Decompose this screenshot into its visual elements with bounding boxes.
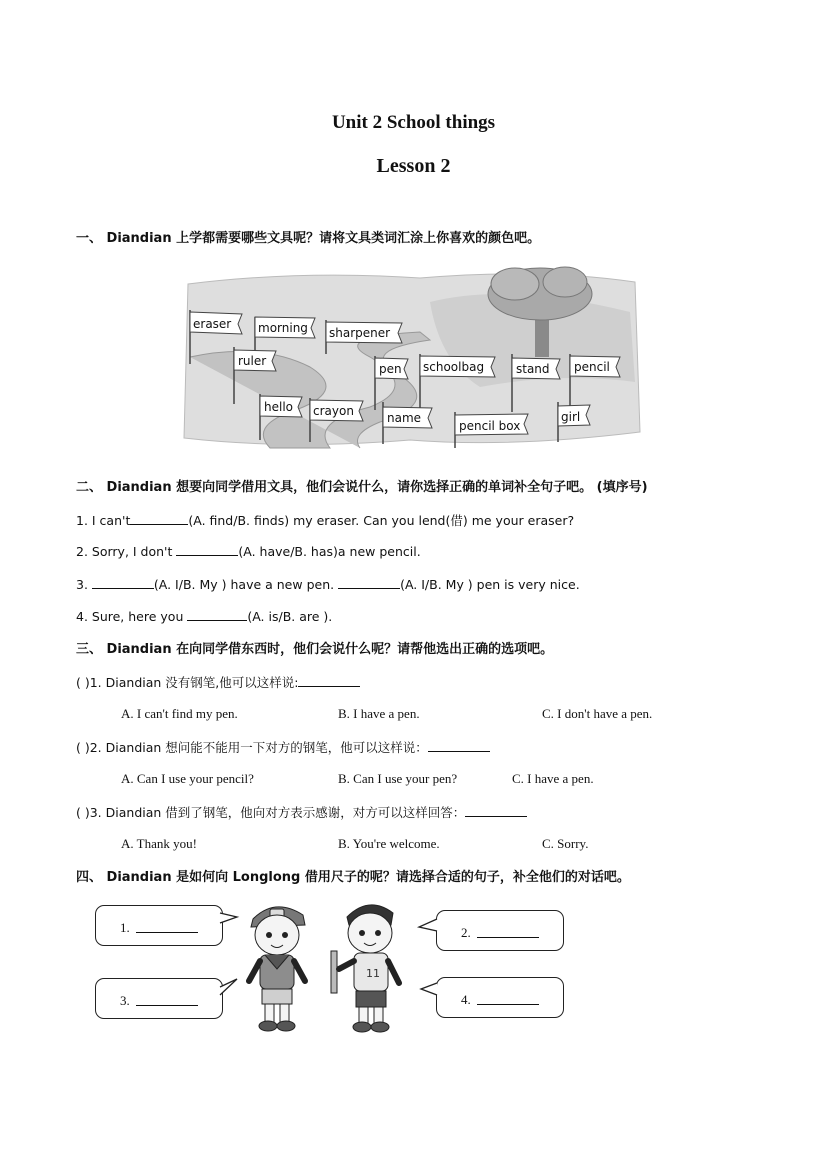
flag-label-pencil-box: pencil box bbox=[459, 419, 521, 433]
answer-blank[interactable] bbox=[92, 576, 154, 589]
s2-question-2: 2. Sorry, I don't (A. have/B. has)a new pencil. bbox=[76, 544, 421, 559]
bubble-tail-1 bbox=[220, 913, 237, 923]
answer-blank[interactable] bbox=[477, 925, 539, 938]
s2-question-3: 3. (A. I/B. My ) have a new pen. (A. I/B. My ) pen is very nice. bbox=[76, 577, 580, 592]
s3-q1-option-a: A. I can't find my pen. bbox=[121, 706, 238, 721]
answer-paren[interactable]: ( ) bbox=[76, 740, 90, 755]
stationery-flags-picture bbox=[180, 262, 645, 452]
flag-label-girl: girl bbox=[561, 410, 581, 424]
bubble-tail-2 bbox=[419, 919, 437, 931]
answer-blank[interactable] bbox=[477, 992, 539, 1005]
answer-blank[interactable] bbox=[465, 804, 527, 817]
flag-label-hello: hello bbox=[264, 400, 293, 414]
speech-bubble-1: 1. bbox=[95, 905, 223, 946]
answer-paren[interactable]: ( ) bbox=[76, 805, 90, 820]
flag-label-eraser: eraser bbox=[193, 317, 232, 331]
bubble-tail-4 bbox=[421, 983, 437, 995]
s3-q2-option-c: C. I have a pen. bbox=[512, 771, 594, 786]
answer-blank[interactable] bbox=[176, 543, 238, 556]
s3-question-2: ( )2. Diandian 想问能不能用一下对方的钢笔，他可以这样说： bbox=[76, 738, 490, 756]
answer-blank[interactable] bbox=[136, 993, 198, 1006]
answer-blank[interactable] bbox=[298, 674, 360, 687]
s3-q1-option-c: C. I don't have a pen. bbox=[542, 706, 653, 721]
flag-label-schoolbag: schoolbag bbox=[423, 360, 485, 374]
speech-bubble-2: 2. bbox=[436, 910, 564, 951]
s3-q2-option-a: A. Can I use your pencil? bbox=[121, 771, 254, 786]
s3-question-3: ( )3. Diandian 借到了钢笔，他向对方表示感谢，对方可以这样回答： bbox=[76, 803, 527, 821]
s3-q2-option-b: B. Can I use your pen? bbox=[338, 771, 458, 786]
section-3-heading: 三、 Diandian 在向同学借东西时，他们会说什么呢？请帮他选出正确的选项吧。 bbox=[76, 642, 554, 657]
boy-longlong-icon bbox=[331, 905, 399, 1032]
flag-label-pencil: pencil bbox=[574, 360, 610, 374]
s2-question-1: 1. I can't (A. find/B. finds) my eraser. Can you lend(借) me your eraser? bbox=[76, 513, 575, 528]
lesson-title: Lesson 2 bbox=[376, 155, 451, 177]
section-4-heading: 四、 Diandian 是如何向 Longlong 借用尺子的呢？请选择合适的句子，补全他们的对话吧。 bbox=[76, 870, 630, 885]
bubble-tail-3 bbox=[220, 979, 237, 995]
s2-question-4: 4. Sure, here you (A. is/B. are ). bbox=[76, 609, 333, 624]
s3-q3-option-b: B. You're welcome. bbox=[338, 836, 440, 851]
speech-bubble-3: 3. bbox=[95, 978, 223, 1019]
answer-blank[interactable] bbox=[130, 512, 188, 525]
s3-q3-option-a: A. Thank you! bbox=[121, 836, 197, 851]
section-2-heading: 二、 Diandian 想要向同学借用文具，他们会说什么，请你选择正确的单词补全句子吧。 (填序号) bbox=[76, 480, 648, 495]
s3-question-1: ( )1. Diandian 没有钢笔,他可以这样说: bbox=[76, 673, 360, 691]
unit-title: Unit 2 School things bbox=[331, 112, 496, 133]
svg-text:11: 11 bbox=[366, 967, 380, 980]
section-1-heading: 一、 Diandian 上学都需要哪些文具呢？请将文具类词汇涂上你喜欢的颜色吧。 bbox=[76, 231, 541, 246]
answer-paren[interactable]: ( ) bbox=[76, 675, 90, 690]
flag-label-ruler: ruler bbox=[238, 354, 267, 368]
flag-label-name: name bbox=[387, 411, 422, 425]
speech-bubble-4: 4. bbox=[436, 977, 564, 1018]
s3-q3-option-c: C. Sorry. bbox=[542, 836, 589, 851]
answer-blank[interactable] bbox=[136, 920, 198, 933]
flag-label-morning: morning bbox=[258, 321, 308, 335]
answer-blank[interactable] bbox=[338, 576, 400, 589]
answer-blank[interactable] bbox=[187, 608, 247, 621]
boy-diandian-icon bbox=[249, 907, 305, 1031]
answer-blank[interactable] bbox=[428, 739, 490, 752]
cartoon-boys-illustration bbox=[215, 895, 445, 1045]
flag-label-stand: stand bbox=[516, 362, 550, 376]
flag-label-pen: pen bbox=[379, 362, 402, 376]
ruler-icon bbox=[331, 951, 337, 993]
s3-q1-option-b: B. I have a pen. bbox=[338, 706, 420, 721]
flag-label-sharpener: sharpener bbox=[329, 326, 391, 340]
flag-label-crayon: crayon bbox=[313, 404, 354, 418]
